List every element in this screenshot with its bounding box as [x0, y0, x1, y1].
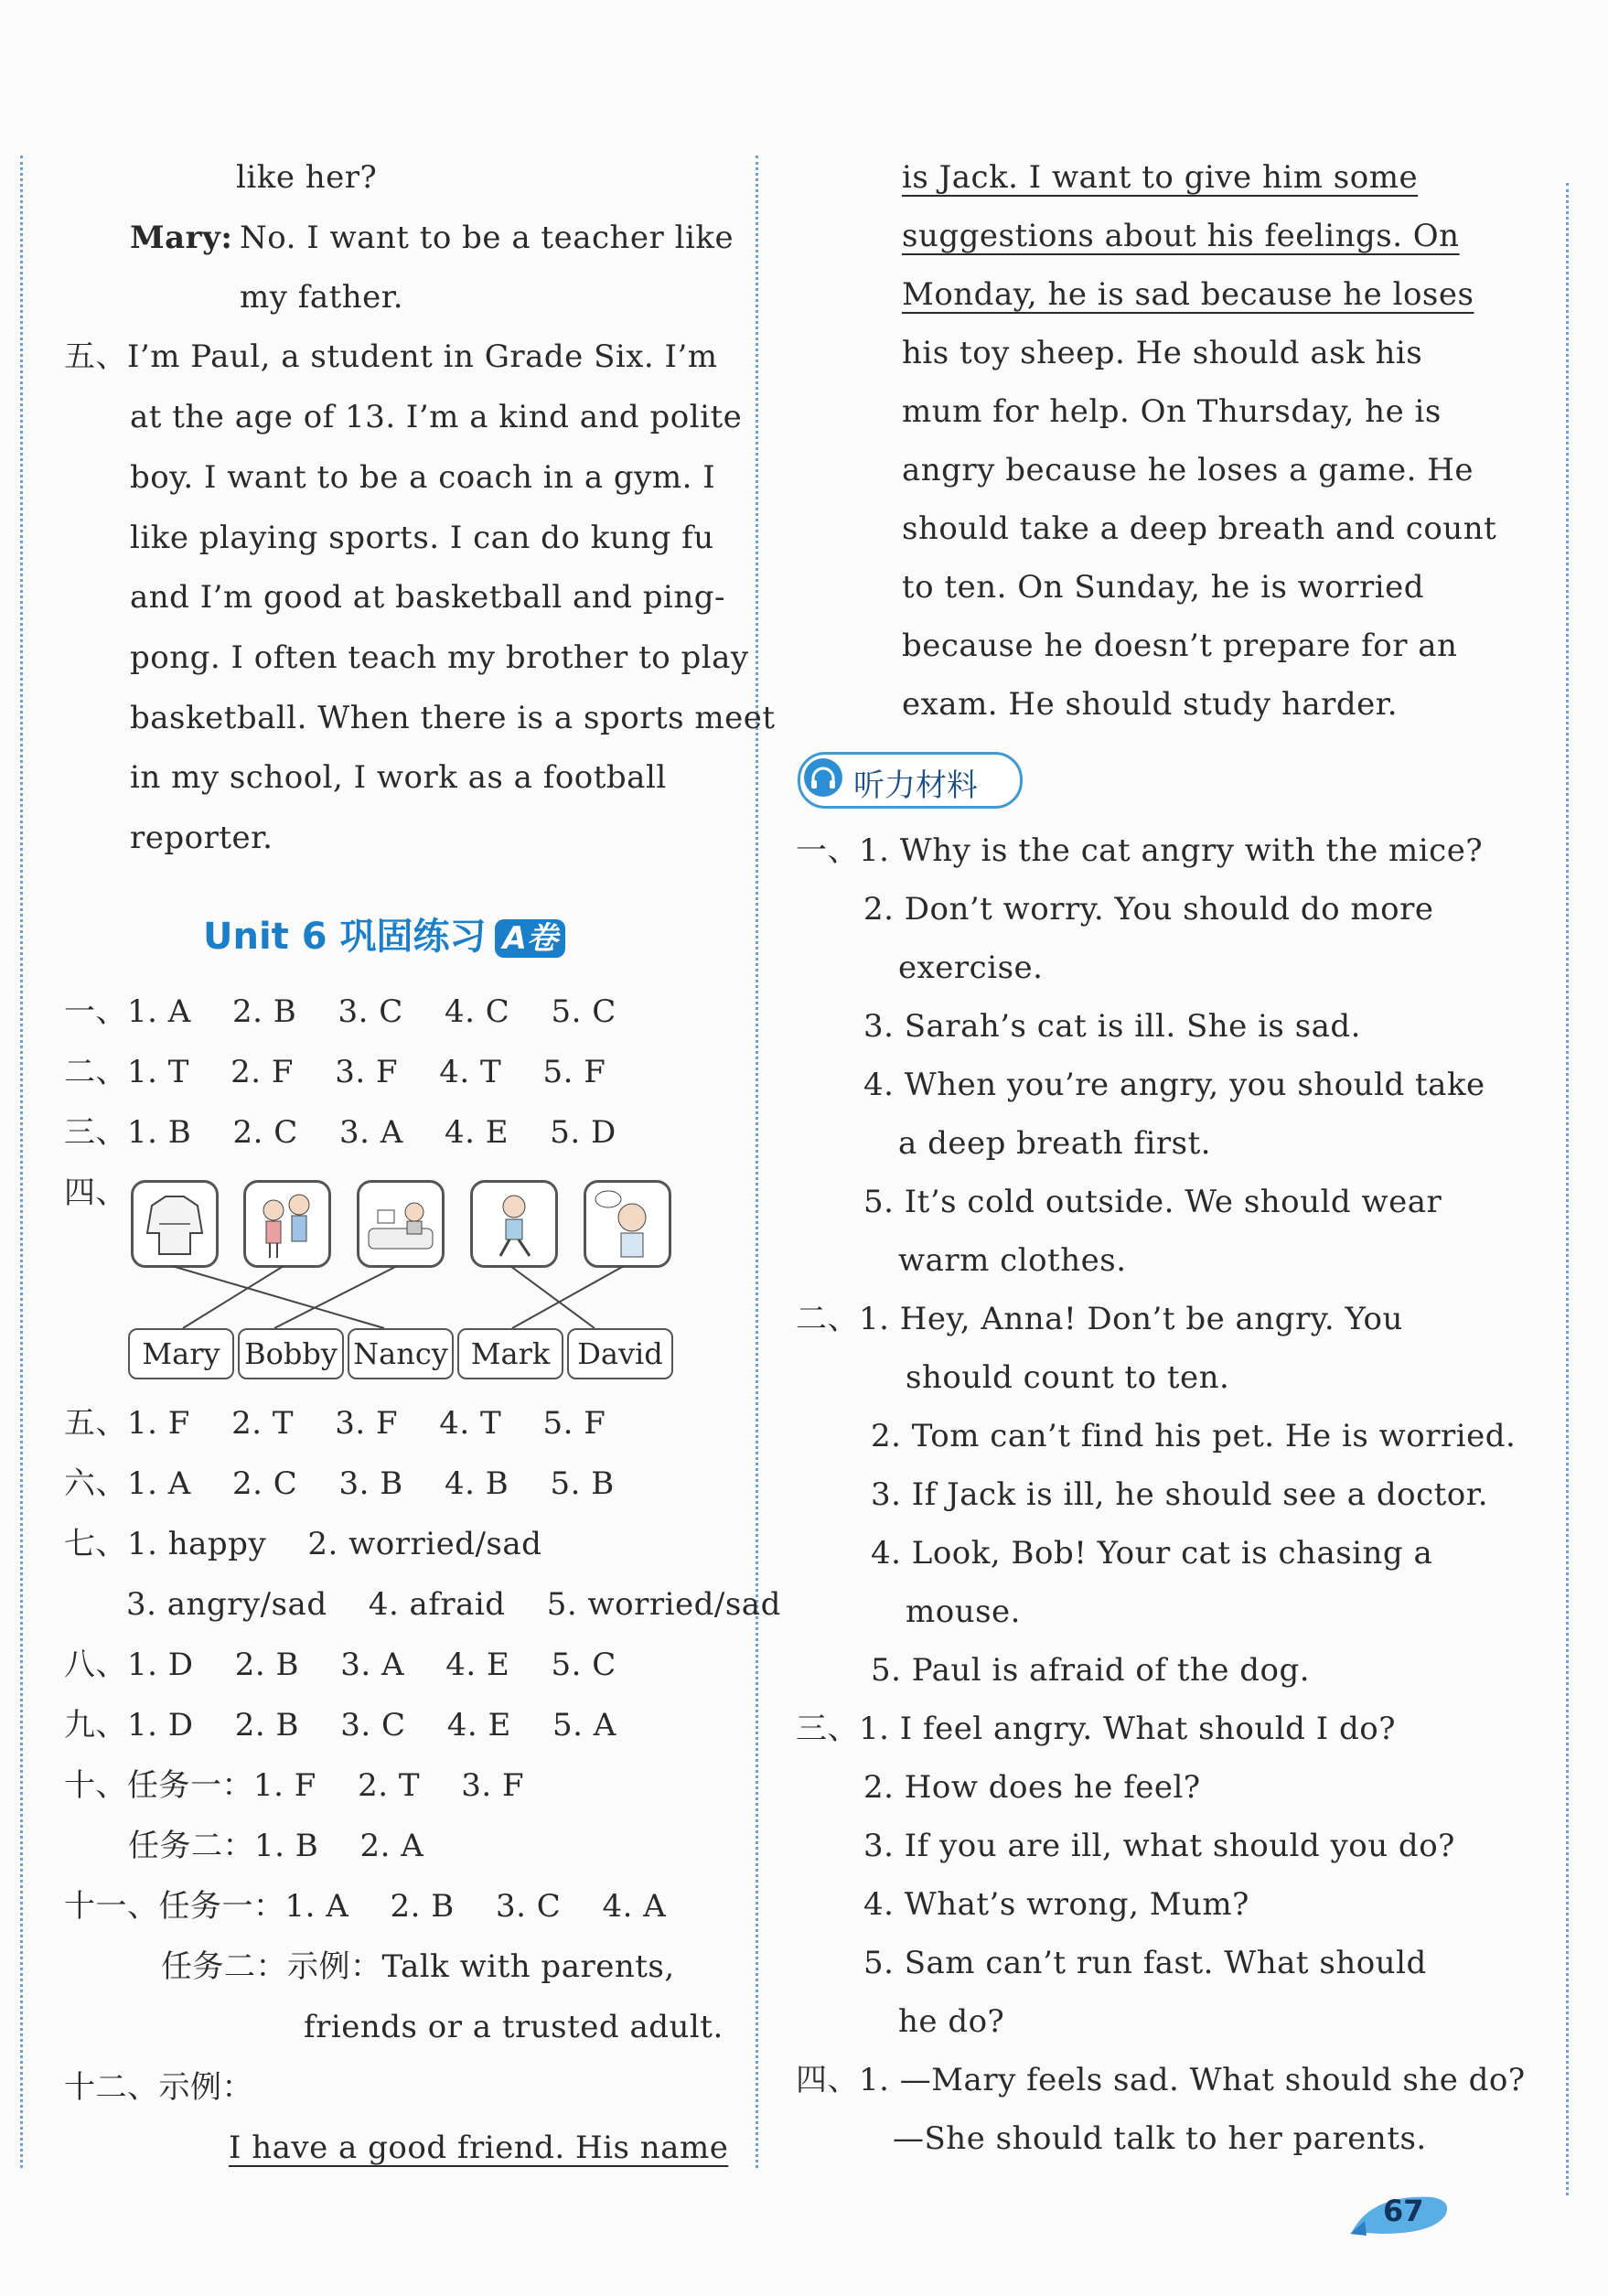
answer-row-15: friends or a trusted adult. [304, 2009, 724, 2045]
listening-line-23: —She should talk to her parents. [893, 2120, 1427, 2157]
essay-line-3: Monday, he is sad because he loses [902, 276, 1474, 313]
listening-line-11: 2. Tom can’t find his pet. He is worried. [871, 1418, 1517, 1454]
answer-row-9: 八、1. D 2. B 3. A 4. E 5. C [64, 1647, 616, 1683]
right-margin-line [1566, 183, 1569, 2195]
essay-line-10: exam. He should study harder. [902, 686, 1399, 723]
left-line-12: in my school, I work as a football [130, 759, 667, 796]
matching-lines [0, 0, 732, 1390]
listening-line-13: 4. Look, Bob! Your cat is chasing a [871, 1535, 1433, 1572]
name-box-nancy: Nancy [348, 1328, 454, 1379]
answer-row-7: 七、1. happy 2. worried/sad [64, 1526, 542, 1562]
listening-line-20: 5. Sam can’t run fast. What should [863, 1945, 1427, 1981]
answer-row-11: 十、任务一：1. F 2. T 3. F [64, 1767, 525, 1804]
listening-line-9: 二、1. Hey, Anna! Don’t be angry. You [796, 1301, 1403, 1337]
answer-row-10: 九、1. D 2. B 3. C 4. E 5. A [64, 1707, 616, 1743]
answer-row-17: I have a good friend. His name [229, 2130, 729, 2166]
answer-row-16: 十二、示例： [64, 2069, 253, 2106]
listening-line-12: 3. If Jack is ill, he should see a doctor. [871, 1476, 1489, 1513]
page-number-badge [1345, 2188, 1454, 2239]
essay-line-9: because he doesn’t prepare for an [902, 628, 1458, 664]
left-line-7: boy. I want to be a coach in a gym. I [130, 459, 716, 496]
answer-row-6: 六、1. A 2. C 3. B 4. B 5. B [64, 1465, 615, 1502]
listening-line-6: a deep breath first. [898, 1125, 1212, 1162]
left-line-4: my father. [240, 279, 404, 316]
listening-line-10: should count to ten. [906, 1359, 1230, 1396]
speaker-mary: Mary: [130, 220, 233, 256]
listening-line-16: 三、1. I feel angry. What should I do? [796, 1711, 1396, 1747]
column-divider [756, 156, 758, 2168]
page-number: 67 [1383, 2194, 1424, 2228]
answer-row-1: 一、1. A 2. B 3. C 4. C 5. C [64, 993, 616, 1030]
listening-line-8: warm clothes. [898, 1242, 1127, 1279]
listening-line-1: 一、1. Why is the cat angry with the mice? [796, 832, 1484, 869]
left-line-9: and I’m good at basketball and ping- [130, 579, 726, 616]
answer-row-12: 任务二：1. B 2. A [128, 1828, 424, 1864]
listening-line-18: 3. If you are ill, what should you do? [863, 1828, 1455, 1864]
answer-row-13: 十一、任务一：1. A 2. B 3. C 4. A [64, 1888, 667, 1925]
name-box-mary: Mary [128, 1328, 234, 1379]
listening-line-4: 3. Sarah’s cat is ill. She is sad. [863, 1008, 1361, 1045]
answer-row-2: 二、1. T 2. F 3. F 4. T 5. F [64, 1054, 606, 1090]
headphones-icon [804, 758, 842, 797]
listening-section-label: 听力材料 [853, 767, 978, 804]
essay-line-4: his toy sheep. He should ask his [902, 335, 1423, 371]
left-line-1: like her? [236, 159, 378, 196]
left-line-11: basketball. When there is a sports meet [130, 700, 776, 736]
listening-line-5: 4. When you’re angry, you should take [863, 1067, 1485, 1103]
left-line-5: 五、I’m Paul, a student in Grade Six. I’m [64, 338, 718, 375]
essay-line-6: angry because he loses a game. He [902, 452, 1474, 488]
left-line-8: like playing sports. I can do kung fu [130, 520, 714, 556]
listening-line-15: 5. Paul is afraid of the dog. [871, 1652, 1311, 1689]
answer-row-4: 四、 [64, 1175, 127, 1211]
essay-line-1: is Jack. I want to give him some [902, 159, 1419, 196]
essay-line-7: should take a deep breath and count [902, 510, 1497, 547]
listening-section-header [798, 752, 1023, 809]
listening-line-19: 4. What’s wrong, Mum? [863, 1886, 1249, 1923]
answer-row-14: 任务二：示例：Talk with parents, [161, 1948, 675, 1985]
answer-row-8: 3. angry/sad 4. afraid 5. worried/sad [126, 1586, 781, 1623]
listening-line-2: 2. Don’t worry. You should do more [863, 891, 1434, 928]
unit-badge: A卷 [495, 919, 564, 958]
listening-line-22: 四、1. —Mary feels sad. What should she do? [796, 2062, 1526, 2098]
left-line-10: pong. I often teach my brother to play [130, 639, 749, 676]
listening-line-14: mouse. [906, 1593, 1021, 1630]
left-line-13: reporter. [130, 820, 273, 856]
essay-line-2: suggestions about his feelings. On [902, 218, 1460, 254]
name-box-bobby: Bobby [238, 1328, 344, 1379]
left-line-3: No. I want to be a teacher like [240, 220, 734, 256]
essay-line-8: to ten. On Sunday, he is worried [902, 569, 1425, 606]
listening-line-3: exercise. [898, 950, 1044, 986]
left-line-6: at the age of 13. I’m a kind and polite [130, 399, 743, 435]
unit-title: Unit 6 巩固练习 A卷 [203, 907, 565, 960]
listening-line-7: 5. It’s cold outside. We should wear [863, 1184, 1442, 1220]
answer-row-3: 三、1. B 2. C 3. A 4. E 5. D [64, 1114, 616, 1151]
answer-row-5: 五、1. F 2. T 3. F 4. T 5. F [64, 1405, 606, 1442]
essay-line-5: mum for help. On Thursday, he is [902, 393, 1442, 430]
listening-line-17: 2. How does he feel? [863, 1769, 1201, 1806]
listening-line-21: he do? [898, 2003, 1005, 2040]
name-box-david: David [567, 1328, 673, 1379]
name-box-mark: Mark [457, 1328, 563, 1379]
